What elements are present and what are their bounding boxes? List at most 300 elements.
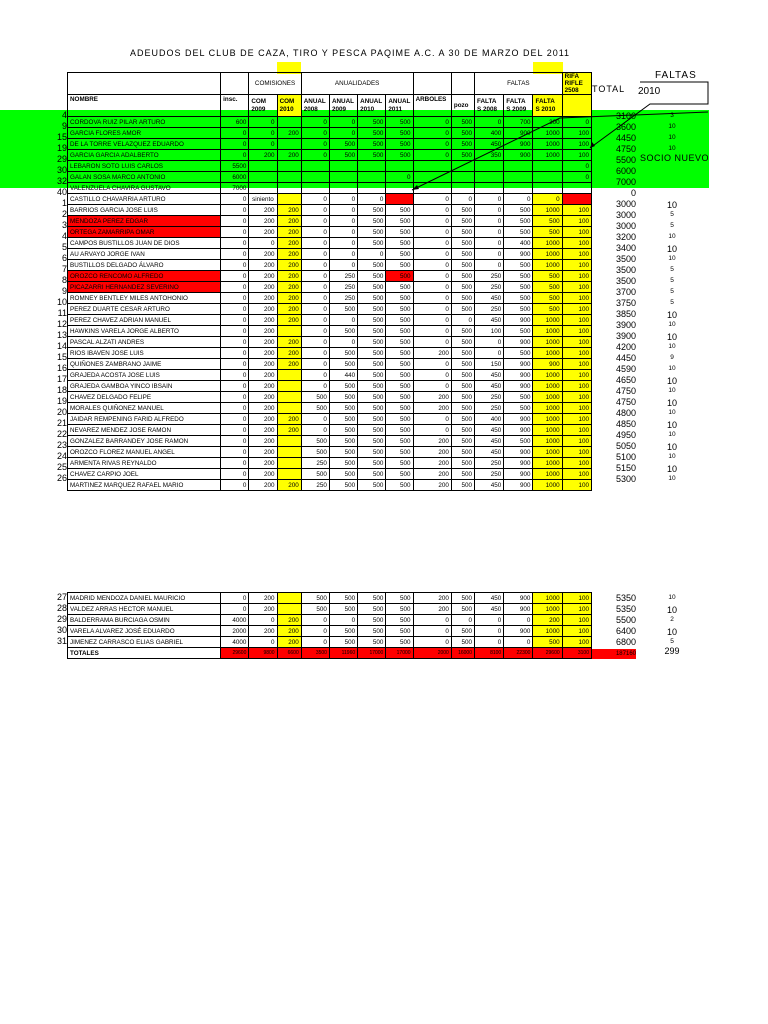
- cell-faltas2009: 500: [504, 271, 533, 282]
- cell-faltas2010: 1000: [533, 403, 562, 414]
- cell-pozo: 500: [451, 117, 474, 128]
- cell-nombre: MORALES QUIÑONEZ MANUEL: [68, 403, 221, 414]
- cell-com2010: 200: [277, 260, 301, 271]
- cell-rifa: 100: [562, 128, 591, 139]
- cell-faltas2008: 0: [475, 117, 504, 128]
- cell-faltas2008: 450: [475, 593, 504, 604]
- cell-anual2010: 500: [358, 436, 386, 447]
- cell-anual2010: 500: [358, 216, 386, 227]
- cell-anual2008: 500: [301, 593, 329, 604]
- cell-com2010: 200: [277, 425, 301, 436]
- cell-com2009: 0: [249, 615, 277, 626]
- cell-faltas2009: 500: [504, 260, 533, 271]
- header-faltas2009: FALTA S 2009: [504, 95, 533, 117]
- table-row: [68, 216, 592, 227]
- totals-row: [68, 648, 592, 659]
- cell-rifa: 100: [562, 205, 591, 216]
- cell-pozo: 500: [451, 414, 474, 425]
- cell-nombre: PEREZ DUARTE CESAR ARTURO: [68, 304, 221, 315]
- table-row: [68, 626, 592, 637]
- cell-faltas2009: 900: [504, 447, 533, 458]
- row-total: 3100: [615, 111, 636, 121]
- cell-anual2008: 0: [301, 117, 329, 128]
- row-total: 3500: [615, 276, 636, 286]
- cell-faltas2010: [533, 183, 562, 194]
- cell-faltas2010: 1000: [533, 150, 562, 161]
- cell-insc: 0: [221, 205, 249, 216]
- cell-com2010: 200: [277, 271, 301, 282]
- cell-faltas2010: 1000: [533, 315, 562, 326]
- row-faltas: 10: [666, 332, 677, 342]
- row-total: 3700: [615, 287, 636, 297]
- cell-anual2010: 500: [358, 359, 386, 370]
- cell-rifa: 100: [562, 326, 591, 337]
- cell-nombre: ROMNEY BENTLEY MILES ANTOHONIO: [68, 293, 221, 304]
- table-row: [68, 458, 592, 469]
- table-row: [68, 205, 592, 216]
- cell-anual2011: 500: [386, 469, 413, 480]
- total-faltas: 299: [664, 646, 680, 656]
- cell-faltas2008: 0: [475, 216, 504, 227]
- cell-anual2009: 0: [329, 260, 357, 271]
- table-row: [68, 392, 592, 403]
- table-row: [68, 128, 592, 139]
- cell-rifa: 100: [562, 593, 591, 604]
- cell-anual2011: [386, 161, 413, 172]
- cell-faltas2008: 450: [475, 381, 504, 392]
- cell-rifa: 100: [562, 337, 591, 348]
- cell-anual2010: 500: [358, 128, 386, 139]
- cell-anual2011: 500: [386, 227, 413, 238]
- cell-arboles: 0: [413, 271, 451, 282]
- cell-anual2011: 500: [386, 238, 413, 249]
- cell-com2009: 200: [249, 348, 277, 359]
- cell-faltas2009: 900: [504, 414, 533, 425]
- row-faltas: 5: [670, 266, 674, 273]
- cell-faltas2009: 0: [504, 637, 533, 648]
- cell-anual2008: 500: [301, 392, 329, 403]
- row-total: 3400: [615, 243, 636, 253]
- cell-pozo: 500: [451, 381, 474, 392]
- cell-anual2011: 500: [386, 425, 413, 436]
- cell-insc: 7000: [221, 183, 249, 194]
- cell-anual2009: 0: [329, 205, 357, 216]
- totals-label: TOTALES: [68, 648, 221, 659]
- cell-arboles: 200: [413, 480, 451, 491]
- cell-com2010: 200: [277, 626, 301, 637]
- cell-arboles: 0: [413, 414, 451, 425]
- cell-anual2008: 500: [301, 436, 329, 447]
- cell-nombre: GRAJEDA ACOSTA JOSE LUIS: [68, 370, 221, 381]
- cell-anual2011: 500: [386, 436, 413, 447]
- cell-faltas2009: [504, 183, 533, 194]
- cell-nombre: MENDOZA PEREZ EDGAR: [68, 216, 221, 227]
- cell-nombre: CASTILLO CHAVARRIA ARTURO: [68, 194, 221, 205]
- cell-anual2008: 0: [301, 337, 329, 348]
- cell-nombre: BUSTILLOS DELGADO ÁLVARO: [68, 260, 221, 271]
- cell-anual2008: 0: [301, 260, 329, 271]
- cell-com2010: 200: [277, 348, 301, 359]
- cell-com2009: 200: [249, 337, 277, 348]
- cell-pozo: 500: [451, 293, 474, 304]
- cell-com2010: [277, 403, 301, 414]
- year-2010-label: 2010: [638, 86, 661, 97]
- cell-com2009: 200: [249, 304, 277, 315]
- row-total: 3200: [615, 232, 636, 242]
- table-row: [68, 436, 592, 447]
- row-faltas: 10: [666, 464, 677, 474]
- cell-faltas2008: 250: [475, 469, 504, 480]
- cell-anual2009: [329, 183, 357, 194]
- cell-arboles: 0: [413, 238, 451, 249]
- table-row: [68, 150, 592, 161]
- row-faltas: 9: [670, 354, 674, 361]
- cell-rifa: 100: [562, 447, 591, 458]
- cell-com2009: siniento: [249, 194, 277, 205]
- cell-rifa: 100: [562, 139, 591, 150]
- cell-faltas2010: 1000: [533, 593, 562, 604]
- table-row: [68, 447, 592, 458]
- cell-insc: 0: [221, 216, 249, 227]
- cell-faltas2010: 500: [533, 216, 562, 227]
- row-total: 4750: [615, 397, 636, 407]
- row-faltas: 10: [668, 255, 676, 262]
- cell-anual2010: 500: [358, 458, 386, 469]
- cell-nombre: OROZCO FLOREZ MANUEL ANGEL: [68, 447, 221, 458]
- row-faltas: 10: [666, 310, 677, 320]
- cell-faltas2010: 300: [533, 117, 562, 128]
- cell-anual2010: 500: [358, 604, 386, 615]
- cell-insc: 0: [221, 480, 249, 491]
- cell-faltas2010: 500: [533, 293, 562, 304]
- cell-arboles: 0: [413, 249, 451, 260]
- table-row: [68, 172, 592, 183]
- cell-faltas2010: 500: [533, 271, 562, 282]
- cell-anual2008: 0: [301, 216, 329, 227]
- page-title: ADEUDOS DEL CLUB DE CAZA, TIRO Y PESCA PAQIME A.C. A 30 DE MARZO DEL 2011: [129, 48, 571, 58]
- row-faltas: 10: [666, 605, 677, 615]
- cell-arboles: 0: [413, 227, 451, 238]
- cell-anual2011: 500: [386, 480, 413, 491]
- cell-anual2009: 250: [329, 271, 357, 282]
- cell-com2010: 200: [277, 128, 301, 139]
- cell-anual2009: 0: [329, 249, 357, 260]
- cell-pozo: [451, 161, 474, 172]
- cell-insc: 0: [221, 593, 249, 604]
- cell-faltas2009: 900: [504, 626, 533, 637]
- cell-pozo: 500: [451, 436, 474, 447]
- cell-com2010: 200: [277, 480, 301, 491]
- cell-faltas2009: 500: [504, 216, 533, 227]
- table-row: [68, 604, 592, 615]
- row-number: 29: [56, 154, 67, 164]
- cell-anual2008: 0: [301, 238, 329, 249]
- row-number: 9: [61, 121, 67, 131]
- cell-anual2008: 250: [301, 458, 329, 469]
- table-row: [68, 117, 592, 128]
- cell-com2009: [249, 161, 277, 172]
- cell-pozo: 500: [451, 425, 474, 436]
- cell-anual2011: 500: [386, 282, 413, 293]
- cell-anual2010: 500: [358, 282, 386, 293]
- cell-faltas2008: 400: [475, 128, 504, 139]
- cell-nombre: AU ARVAYO JORGE IVAN: [68, 249, 221, 260]
- cell-faltas2010: 1000: [533, 447, 562, 458]
- cell-arboles: 0: [413, 117, 451, 128]
- row-faltas: 10: [666, 627, 677, 637]
- cell-faltas2009: 900: [504, 370, 533, 381]
- cell-com2009: 200: [249, 150, 277, 161]
- cell-insc: 0: [221, 194, 249, 205]
- table-row: [68, 359, 592, 370]
- cell-faltas2008: [475, 183, 504, 194]
- cell-com2009: 0: [249, 117, 277, 128]
- cell-anual2008: 0: [301, 637, 329, 648]
- cell-anual2011: 500: [386, 359, 413, 370]
- cell-faltas2009: 500: [504, 293, 533, 304]
- cell-faltas2010: 1000: [533, 392, 562, 403]
- cell-com2010: [277, 604, 301, 615]
- row-number: 30: [56, 165, 67, 175]
- row-number: 27: [56, 592, 67, 602]
- cell-rifa: 100: [562, 615, 591, 626]
- row-faltas: 5: [670, 638, 674, 645]
- grand-total: 187160: [592, 649, 636, 659]
- cell-insc: 0: [221, 348, 249, 359]
- cell-faltas2010: 0: [533, 194, 562, 205]
- cell-anual2011: 500: [386, 271, 413, 282]
- cell-com2009: 200: [249, 480, 277, 491]
- faltas-side-label: FALTAS: [655, 70, 697, 81]
- cell-rifa: 0: [562, 117, 591, 128]
- row-faltas: 5: [670, 299, 674, 306]
- cell-faltas2010: 1000: [533, 337, 562, 348]
- cell-com2010: 200: [277, 315, 301, 326]
- cell-faltas2009: 900: [504, 315, 533, 326]
- cell-rifa: 100: [562, 315, 591, 326]
- cell-anual2009: [329, 161, 357, 172]
- cell-anual2008: 0: [301, 359, 329, 370]
- cell-faltas2009: 500: [504, 205, 533, 216]
- table-row: [68, 414, 592, 425]
- cell-insc: 0: [221, 282, 249, 293]
- cell-faltas2008: 0: [475, 227, 504, 238]
- cell-arboles: 200: [413, 604, 451, 615]
- cell-arboles: 0: [413, 216, 451, 227]
- cell-pozo: 500: [451, 637, 474, 648]
- cell-com2010: [277, 139, 301, 150]
- cell-faltas2010: 1000: [533, 604, 562, 615]
- cell-arboles: 200: [413, 447, 451, 458]
- cell-com2009: 200: [249, 626, 277, 637]
- cell-insc: 0: [221, 150, 249, 161]
- row-faltas: 10: [668, 145, 676, 152]
- cell-pozo: 500: [451, 604, 474, 615]
- cell-anual2011: 500: [386, 249, 413, 260]
- socio-nuevo-label: SOCIO NUEVO: [640, 153, 710, 163]
- cell-pozo: 500: [451, 469, 474, 480]
- row-total: 4650: [615, 375, 636, 385]
- cell-faltas2010: 200: [533, 615, 562, 626]
- cell-pozo: 500: [451, 271, 474, 282]
- table-row: [68, 315, 592, 326]
- cell-anual2009: 0: [329, 216, 357, 227]
- cell-anual2008: 500: [301, 403, 329, 414]
- row-faltas: 10: [668, 387, 676, 394]
- cell-com2010: [277, 117, 301, 128]
- cell-com2010: [277, 469, 301, 480]
- cell-arboles: 0: [413, 260, 451, 271]
- header-arboles: ARBOLES: [413, 95, 451, 117]
- cell-anual2011: 0: [386, 172, 413, 183]
- cell-anual2008: [301, 183, 329, 194]
- cell-faltas2008: 250: [475, 304, 504, 315]
- cell-com2009: 200: [249, 458, 277, 469]
- cell-nombre: OROZCO RENCOMO ALFREDO: [68, 271, 221, 282]
- cell-com2009: 200: [249, 293, 277, 304]
- cell-faltas2010: 1000: [533, 425, 562, 436]
- cell-anual2009: 440: [329, 370, 357, 381]
- cell-faltas2009: 900: [504, 593, 533, 604]
- cell-pozo: 0: [451, 315, 474, 326]
- cell-faltas2010: 1000: [533, 260, 562, 271]
- cell-rifa: 100: [562, 458, 591, 469]
- cell-faltas2008: 0: [475, 337, 504, 348]
- cell-faltas2008: 450: [475, 447, 504, 458]
- dues-table-bottom: [67, 592, 592, 659]
- cell-insc: 0: [221, 238, 249, 249]
- cell-nombre: GONZALEZ BARRANDEY JOSE RAMON: [68, 436, 221, 447]
- table-row: [68, 227, 592, 238]
- cell-faltas2010: 1000: [533, 326, 562, 337]
- cell-anual2011: 500: [386, 150, 413, 161]
- cell-anual2008: 500: [301, 604, 329, 615]
- row-faltas: 10: [668, 233, 676, 240]
- row-number: 15: [56, 352, 67, 362]
- cell-anual2010: 500: [358, 593, 386, 604]
- row-total: 3850: [615, 309, 636, 319]
- cell-nombre: MADRID MENDOZA DANIEL MAURICIO: [68, 593, 221, 604]
- cell-anual2011: 500: [386, 403, 413, 414]
- cell-faltas2008: 0: [475, 249, 504, 260]
- cell-faltas2009: 900: [504, 458, 533, 469]
- totals-faltas2010: 29600: [533, 648, 562, 659]
- row-total: 4590: [615, 364, 636, 374]
- table-row: [68, 370, 592, 381]
- table-bottom-section: [68, 593, 592, 659]
- cell-insc: 0: [221, 293, 249, 304]
- cell-anual2011: 500: [386, 337, 413, 348]
- cell-faltas2008: 450: [475, 139, 504, 150]
- cell-nombre: BALDERRAMA BURCIAGA OSMIN: [68, 615, 221, 626]
- cell-pozo: 500: [451, 326, 474, 337]
- cell-anual2010: 500: [358, 370, 386, 381]
- cell-anual2010: 500: [358, 425, 386, 436]
- row-total: 3600: [615, 122, 636, 132]
- cell-com2010: 200: [277, 249, 301, 260]
- row-faltas: 10: [668, 343, 676, 350]
- table-row: [68, 615, 592, 626]
- cell-anual2010: 500: [358, 381, 386, 392]
- row-faltas: 10: [668, 134, 676, 141]
- cell-faltas2010: 1000: [533, 348, 562, 359]
- row-total: 6800: [615, 637, 636, 647]
- cell-anual2010: 500: [358, 403, 386, 414]
- row-number: 32: [56, 176, 67, 186]
- cell-nombre: CAMPOS BUSTILLOS JUAN DE DIOS: [68, 238, 221, 249]
- cell-pozo: 500: [451, 348, 474, 359]
- cell-anual2010: 500: [358, 238, 386, 249]
- cell-arboles: 0: [413, 370, 451, 381]
- cell-nombre: PICAZARRI HERNANDEZ SEVERINO: [68, 282, 221, 293]
- cell-com2009: 200: [249, 469, 277, 480]
- cell-com2009: 200: [249, 414, 277, 425]
- cell-rifa: [562, 183, 591, 194]
- cell-faltas2010: 1000: [533, 128, 562, 139]
- cell-anual2009: 500: [329, 326, 357, 337]
- cell-com2010: [277, 194, 301, 205]
- cell-anual2008: 0: [301, 139, 329, 150]
- cell-pozo: 500: [451, 392, 474, 403]
- cell-anual2009: 500: [329, 637, 357, 648]
- cell-com2009: [249, 172, 277, 183]
- cell-faltas2008: 0: [475, 205, 504, 216]
- cell-insc: 0: [221, 381, 249, 392]
- row-number: 3: [61, 220, 67, 230]
- cell-com2009: 200: [249, 227, 277, 238]
- cell-faltas2009: 500: [504, 348, 533, 359]
- cell-nombre: ARMENTA RIVAS REYNALDO: [68, 458, 221, 469]
- cell-faltas2008: 100: [475, 326, 504, 337]
- row-number: 18: [56, 385, 67, 395]
- cell-insc: 0: [221, 403, 249, 414]
- cell-faltas2010: 1000: [533, 381, 562, 392]
- cell-pozo: 500: [451, 282, 474, 293]
- cell-anual2011: 500: [386, 604, 413, 615]
- cell-anual2009: 500: [329, 392, 357, 403]
- cell-anual2010: 500: [358, 150, 386, 161]
- cell-faltas2008: 350: [475, 150, 504, 161]
- cell-faltas2008: 0: [475, 626, 504, 637]
- cell-faltas2009: 900: [504, 469, 533, 480]
- cell-faltas2009: 900: [504, 425, 533, 436]
- row-number: 26: [56, 473, 67, 483]
- table-row: [68, 282, 592, 293]
- cell-com2009: [249, 183, 277, 194]
- cell-anual2009: 500: [329, 348, 357, 359]
- cell-anual2010: 500: [358, 392, 386, 403]
- cell-anual2011: 500: [386, 326, 413, 337]
- cell-faltas2009: 900: [504, 150, 533, 161]
- table-row: [68, 593, 592, 604]
- cell-anual2010: 500: [358, 293, 386, 304]
- cell-anual2010: 500: [358, 615, 386, 626]
- cell-faltas2008: 0: [475, 348, 504, 359]
- table-row: [68, 293, 592, 304]
- header-anual2008: ANUAL 2008: [301, 95, 329, 117]
- cell-faltas2008: 250: [475, 392, 504, 403]
- cell-anual2011: 500: [386, 348, 413, 359]
- cell-arboles: 0: [413, 615, 451, 626]
- row-number: 14: [56, 341, 67, 351]
- header-faltas2010: FALTA S 2010: [533, 95, 562, 117]
- cell-com2009: 200: [249, 593, 277, 604]
- row-faltas: 5: [670, 222, 674, 229]
- cell-pozo: 500: [451, 593, 474, 604]
- cell-anual2009: 0: [329, 315, 357, 326]
- cell-arboles: 0: [413, 359, 451, 370]
- cell-pozo: 500: [451, 150, 474, 161]
